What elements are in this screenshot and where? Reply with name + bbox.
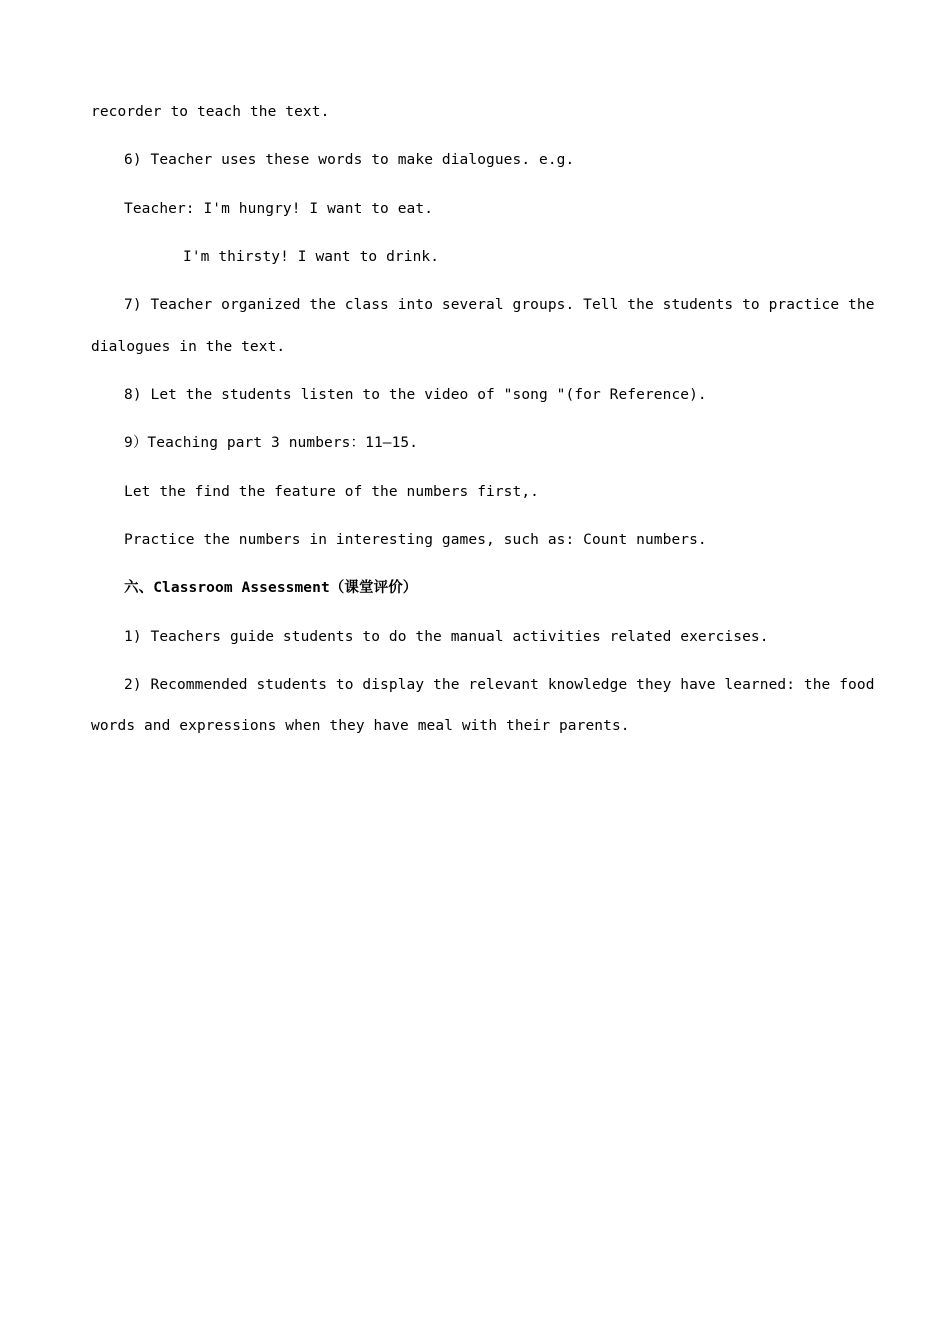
text-line: words and expressions when they have meal with their parents. — [91, 718, 630, 734]
text-line: 9）Teaching part 3 numbers：11—15. — [124, 435, 419, 451]
text-line: 1) Teachers guide students to do the manual activities related exercises. — [124, 629, 769, 645]
text-line: dialogues in the text. — [91, 339, 286, 355]
section-heading: 六、Classroom Assessment（课堂评价） — [124, 580, 418, 596]
text-line: recorder to teach the text. — [91, 104, 330, 120]
text-line: Teacher: I'm hungry! I want to eat. — [124, 201, 434, 217]
text-line: 6) Teacher uses these words to make dialogues. e.g. — [124, 152, 575, 168]
text-line: Let the find the feature of the numbers first,. — [124, 484, 539, 500]
text-line: 7) Teacher organized the class into several groups. Tell the students to practice the — [124, 297, 875, 313]
text-line: 2) Recommended students to display the relevant knowledge they have learned: the food — [124, 677, 875, 693]
text-line: Practice the numbers in interesting games, such as: Count numbers. — [124, 532, 707, 548]
text-line: I'm thirsty! I want to drink. — [183, 249, 440, 265]
text-line: 8) Let the students listen to the video of "song "(for Reference). — [124, 387, 707, 403]
